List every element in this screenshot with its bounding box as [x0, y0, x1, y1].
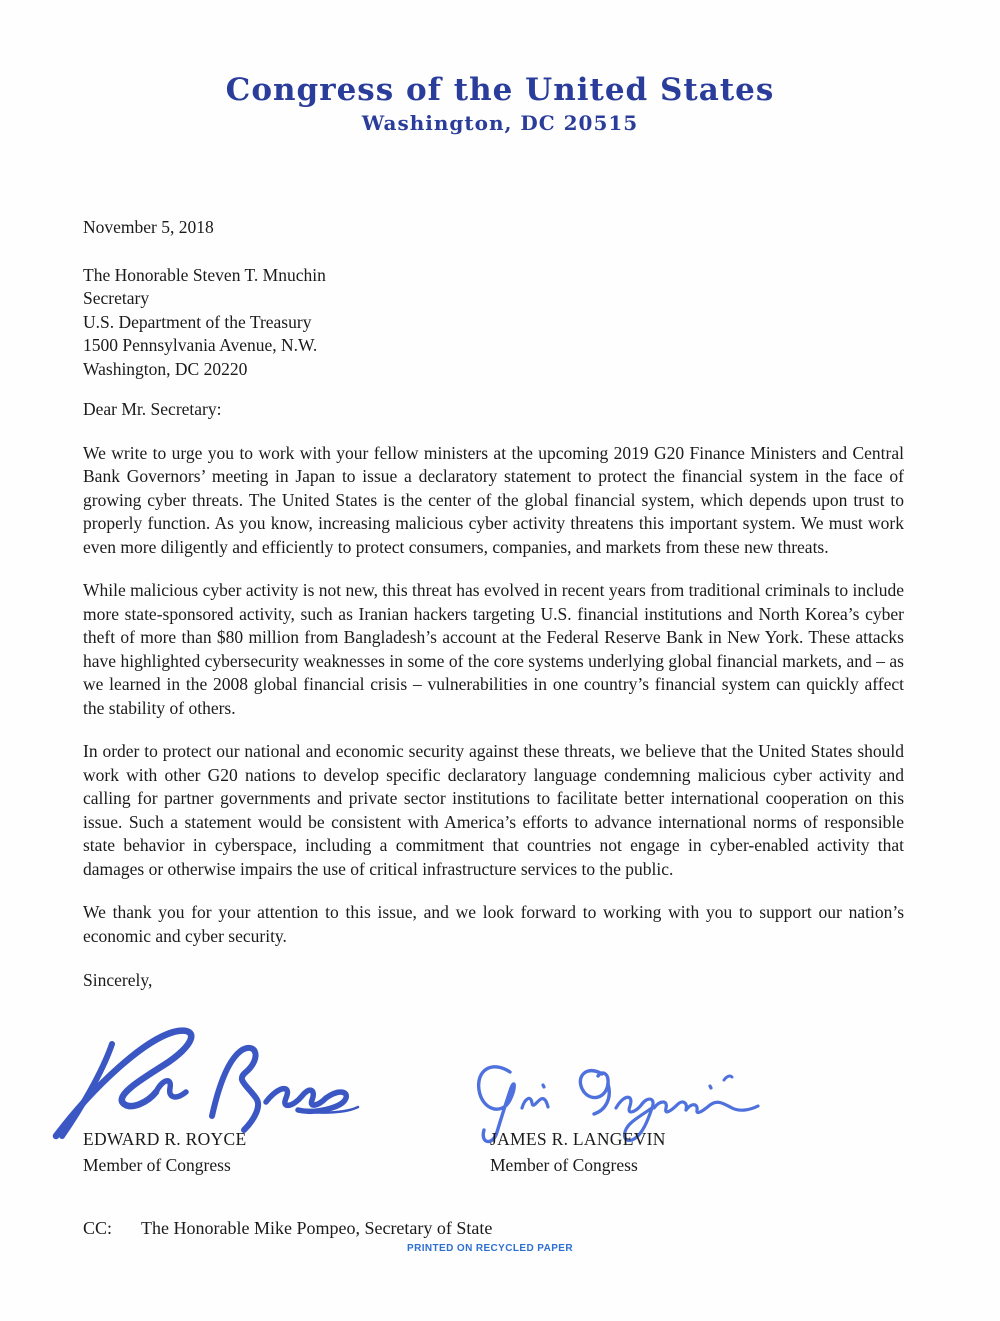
signer-name: EDWARD R. ROYCE	[83, 1129, 247, 1149]
body-paragraph-1: We write to urge you to work with your fellow ministers at the upcoming 2019 G20 Finance Ministers and Central Bank Governors’ meeting in Japan to issue a declaratory statement to protect the financial system in the face of growing cyber threats. The United States is the center of the global financial system, which depends upon trust to properly function. As you know, increasing malicious cyber activity threatens this important system. We must work even more diligently and efficiently to protect consumers, companies, and markets from these new threats.	[83, 442, 904, 557]
body-paragraph-3: In order to protect our national and economic security against these threats, we believe that the United States should work with other G20 nations to develop specific declaratory language condemning malicious cyber activity and calling for partner governments and private sector institutions to facilitate better international cooperation on this issue. Such a statement would be consistent with America’s efforts to advance international norms of responsible state behavior in cyberspace, including a commitment that countries not engage in cyber-enabled activity that damages or otherwise impairs the use of critical infrastructure services to the public.	[83, 741, 904, 879]
address-line: Secretary	[83, 288, 150, 308]
cc-label: CC:	[83, 1218, 113, 1238]
address-line: U.S. Department of the Treasury	[83, 311, 312, 332]
royce-signature-image	[52, 1018, 362, 1142]
address-line: The Honorable Steven T. Mnuchin	[83, 264, 326, 285]
salutation: Dear Mr. Secretary:	[83, 399, 222, 419]
letterhead-city: Washington, DC 20515	[361, 111, 639, 135]
letter-body	[83, 216, 904, 993]
signer-title: Member of Congress	[490, 1155, 638, 1175]
signer-name: JAMES R. LANGEVIN	[490, 1129, 666, 1149]
closing: Sincerely,	[83, 970, 153, 990]
address-line: 1500 Pennsylvania Avenue, N.W.	[83, 335, 318, 355]
signature-block-langevin	[490, 1126, 666, 1178]
letterhead	[0, 72, 1000, 135]
recipient-address	[83, 264, 904, 382]
letterhead-org: Congress of the United States	[225, 72, 775, 108]
cc-text: The Honorable Mike Pompeo, Secretary of State	[141, 1218, 493, 1238]
address-line: Washington, DC 20220	[83, 358, 248, 379]
signer-title: Member of Congress	[83, 1155, 231, 1175]
body-paragraph-4: We thank you for your attention to this issue, and we look forward to working with you to support our nation’s economic and cyber security.	[83, 902, 904, 946]
letter-date: November 5, 2018	[83, 217, 214, 237]
signature-block-royce	[83, 1126, 246, 1178]
recycled-paper-note: PRINTED ON RECYCLED PAPER	[407, 1243, 573, 1254]
body-paragraph-2: While malicious cyber activity is not new, this threat has evolved in recent years from traditional criminals to include more state-sponsored activity, such as Iranian hackers targeting U.S. financial institutions and North Korea’s cyber theft of more than $80 million from Bangladesh’s account at the Federal Reserve Bank in New York. These attacks have highlighted cybersecurity weaknesses in some of the core systems underlying global financial markets, and – as we learned in the 2008 global financial crisis – vulnerabilities in one country’s financial system can quickly affect the stability of others.	[83, 580, 904, 718]
cc-line	[83, 1218, 492, 1239]
